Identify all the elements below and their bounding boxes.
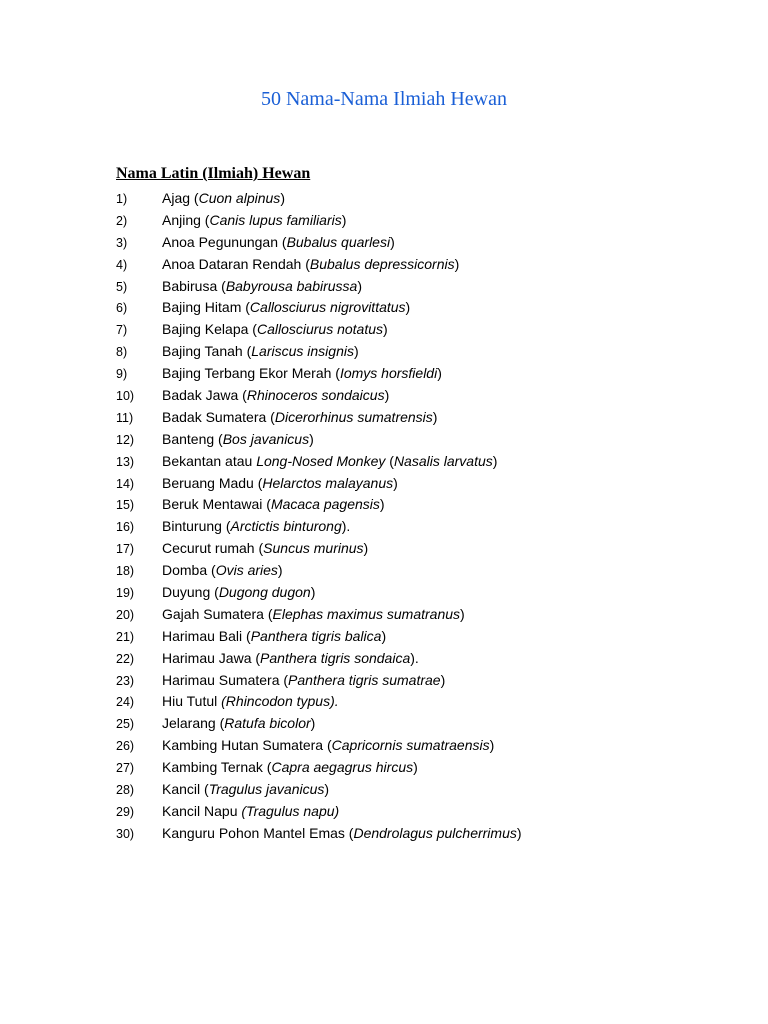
list-item-text <box>162 715 315 731</box>
common-name: Gajah Sumatera ( <box>162 605 273 622</box>
common-name: Bajing Tanah ( <box>162 343 252 360</box>
common-name: Harimau Bali ( <box>162 627 251 644</box>
closing-text: ) <box>454 255 460 272</box>
common-name: Harimau Jawa ( <box>162 649 261 666</box>
common-name: Badak Sumatera ( <box>162 408 275 425</box>
list-item <box>116 188 522 210</box>
separator-text: ( <box>385 452 394 469</box>
list-item-text <box>162 518 350 534</box>
closing-text: ). <box>341 518 351 535</box>
closing-text: ) <box>280 190 285 206</box>
list-item-text <box>162 650 419 666</box>
closing-text: ) <box>489 737 495 754</box>
list-item <box>116 473 522 495</box>
common-name: Domba ( <box>162 562 216 579</box>
closing-text: ) <box>384 387 390 404</box>
common-name: Cecurut rumah ( <box>162 540 264 557</box>
scientific-name: Rhinoceros sondaicus <box>246 387 385 404</box>
scientific-name: Bubalus depressicornis <box>309 255 455 272</box>
common-name: Bekantan atau <box>162 452 257 469</box>
common-name: Anoa Pegunungan ( <box>162 233 287 250</box>
list-item-number: 25) <box>116 717 135 732</box>
scientific-name: (Rhincodon typus). <box>221 693 339 710</box>
scientific-name: Dendrolagus pulcherrimus <box>353 824 517 841</box>
list-item-number: 2) <box>116 213 128 228</box>
closing-text: ) <box>390 233 395 250</box>
list-item-number: 16) <box>116 520 135 535</box>
closing-text: ) <box>492 452 498 469</box>
list-item-text <box>162 475 398 491</box>
common-name: Bajing Hitam ( <box>162 299 250 316</box>
closing-text: ) <box>357 277 363 294</box>
list-item <box>116 604 522 626</box>
list-item <box>116 297 522 319</box>
scientific-name: Lariscus insignis <box>251 343 354 360</box>
scientific-name: Arctictis binturong <box>230 518 342 535</box>
list-item <box>116 823 522 845</box>
scientific-name: Suncus murinus <box>263 540 364 557</box>
list-item-number: 3) <box>116 235 128 250</box>
scientific-name: Cuon alpinus <box>198 190 281 206</box>
list-item-number: 19) <box>116 586 135 601</box>
scientific-name: Capricornis sumatraensis <box>331 737 490 754</box>
list-item-number: 5) <box>116 279 128 294</box>
list-item <box>116 648 522 670</box>
list-item <box>116 385 522 407</box>
closing-text: ). <box>410 649 419 666</box>
common-name: Kambing Ternak ( <box>162 759 272 776</box>
common-name: Badak Jawa ( <box>162 387 247 404</box>
list-item <box>116 757 522 779</box>
list-item <box>116 516 522 538</box>
list-item-number: 9) <box>116 367 128 382</box>
closing-text: ) <box>405 299 411 316</box>
scientific-name: Canis lupus familiaris <box>209 211 342 228</box>
common-name: Anjing ( <box>162 211 210 228</box>
list-item-text <box>162 365 442 381</box>
scientific-name: Panthera tigris sumatrae <box>288 671 441 688</box>
scientific-name: Ratufa bicolor <box>224 715 311 732</box>
closing-text: ) <box>324 781 330 798</box>
list-item-text <box>162 562 283 578</box>
list-item-number: 11) <box>116 410 134 425</box>
list-item-text <box>162 825 522 841</box>
list-item <box>116 429 522 451</box>
scientific-name: Tragulus javanicus <box>208 781 325 798</box>
list-item-number: 29) <box>116 804 135 819</box>
closing-text: ) <box>383 321 388 338</box>
scientific-name: Iomys horsfieldi <box>339 365 438 382</box>
common-name: Kancil ( <box>162 781 209 798</box>
closing-text: ) <box>363 540 369 557</box>
closing-text: ) <box>379 496 385 513</box>
scientific-name: Panthera tigris sondaica <box>260 649 411 666</box>
scientific-name: Dugong dugon <box>218 584 311 601</box>
list-item-number: 26) <box>116 739 135 754</box>
list-item-text <box>162 693 339 709</box>
list-item <box>116 691 522 713</box>
scientific-name: Callosciurus nigrovittatus <box>249 299 406 316</box>
list-item <box>116 341 522 363</box>
closing-text: ) <box>413 759 418 776</box>
common-name: Beruk Mentawai ( <box>162 496 271 513</box>
list-item <box>116 713 522 735</box>
common-name: Kancil Napu <box>162 802 242 819</box>
list-item-number: 30) <box>116 826 135 841</box>
common-name: Ajag ( <box>162 190 199 206</box>
list-item <box>116 494 522 516</box>
common-name: Jelarang ( <box>162 715 225 732</box>
closing-text: ) <box>310 715 316 732</box>
list-item <box>116 779 522 801</box>
list-item-text <box>162 606 465 622</box>
list-item-text <box>162 453 497 469</box>
list-item <box>116 363 522 385</box>
closing-text: ) <box>437 365 442 382</box>
common-name: Kanguru Pohon Mantel Emas ( <box>162 824 354 841</box>
scientific-name: Macaca pagensis <box>270 496 380 513</box>
list-item <box>116 670 522 692</box>
closing-text: ) <box>381 627 387 644</box>
scientific-name: Capra aegagrus hircus <box>271 759 414 776</box>
list-item-text <box>162 234 395 250</box>
common-name: Banteng ( <box>162 430 223 447</box>
common-name: Bajing Kelapa ( <box>162 321 257 338</box>
scientific-name: Panthera tigris balica <box>250 627 382 644</box>
list-item-number: 6) <box>116 301 128 316</box>
list-item-number: 14) <box>116 476 135 491</box>
list-item-number: 8) <box>116 345 128 360</box>
closing-text: ) <box>432 408 438 425</box>
common-name: Beruang Madu ( <box>162 474 263 491</box>
list-item-text <box>162 299 410 315</box>
list-item-text <box>162 737 494 753</box>
common-name: Harimau Sumatera ( <box>162 671 289 688</box>
scientific-name: Babyrousa babirussa <box>225 277 358 294</box>
alternate-name: Long-Nosed Monkey <box>256 452 386 469</box>
list-item-text <box>162 343 359 359</box>
list-item <box>116 276 522 298</box>
list-item-text <box>162 212 346 228</box>
list-item-text <box>162 190 285 206</box>
list-item-text <box>162 584 315 600</box>
list-item-number: 18) <box>116 564 135 579</box>
list-item <box>116 626 522 648</box>
common-name: Binturung ( <box>162 518 231 535</box>
list-item <box>116 319 522 341</box>
list-item-number: 24) <box>116 695 135 710</box>
page-title: 50 Nama-Nama Ilmiah Hewan <box>260 88 507 110</box>
scientific-name: Elephas maximus sumatranus <box>272 605 461 622</box>
list-item-text <box>162 759 418 775</box>
common-name: Hiu Tutul <box>162 693 222 710</box>
list-item <box>116 801 522 823</box>
closing-text: ) <box>277 562 283 579</box>
closing-text: ) <box>310 584 316 601</box>
list-item-text <box>162 672 445 688</box>
list-item-number: 4) <box>116 257 128 272</box>
scientific-name: Helarctos malayanus <box>262 474 394 491</box>
list-item-text <box>162 803 339 819</box>
scientific-name: Nasalis larvatus <box>393 452 493 469</box>
list-item-number: 27) <box>116 761 135 776</box>
list-item-text <box>162 256 459 272</box>
list-item-number: 20) <box>116 607 135 622</box>
list-item-number: 21) <box>116 629 135 644</box>
list-item <box>116 451 522 473</box>
common-name: Bajing Terbang Ekor Merah ( <box>162 365 340 382</box>
list-item <box>116 407 522 429</box>
common-name: Babirusa ( <box>162 277 226 294</box>
closing-text: ) <box>309 430 314 447</box>
list-item-number: 12) <box>116 432 135 447</box>
closing-text: ) <box>516 824 522 841</box>
list-item-text <box>162 431 314 447</box>
list-item <box>116 254 522 276</box>
closing-text: ) <box>440 671 446 688</box>
common-name: Kambing Hutan Sumatera ( <box>162 737 332 754</box>
scientific-name: Bos javanicus <box>222 430 310 447</box>
section-heading: Nama Latin (Ilmiah) Hewan <box>116 165 311 182</box>
list-item <box>116 735 522 757</box>
list-item <box>116 210 522 232</box>
closing-text: ) <box>353 343 359 360</box>
scientific-name: Ovis aries <box>215 562 278 579</box>
list-item-number: 10) <box>116 389 135 404</box>
list-item-text <box>162 387 389 403</box>
list-item-number: 28) <box>116 783 135 798</box>
list-item-number: 1) <box>116 192 128 206</box>
list-item-text <box>162 628 386 644</box>
list-item <box>116 538 522 560</box>
list-item-number: 15) <box>116 498 135 513</box>
animal-list <box>116 188 522 845</box>
list-item-text <box>162 781 329 797</box>
closing-text: ) <box>341 211 347 228</box>
scientific-name: Callosciurus notatus <box>256 321 384 338</box>
list-item-text <box>162 496 385 512</box>
list-item <box>116 582 522 604</box>
scientific-name: Bubalus quarlesi <box>286 233 391 250</box>
list-item-text <box>162 409 437 425</box>
scientific-name: (Tragulus napu) <box>241 802 340 819</box>
list-item-text <box>162 540 368 556</box>
list-item-number: 13) <box>116 454 135 469</box>
list-item <box>116 560 522 582</box>
list-item <box>116 232 522 254</box>
list-item-number: 23) <box>116 673 135 688</box>
common-name: Duyung ( <box>162 584 219 601</box>
list-item-text <box>162 321 388 337</box>
list-item-number: 7) <box>116 323 128 338</box>
list-item-number: 22) <box>116 651 135 666</box>
closing-text: ) <box>393 474 398 491</box>
list-item-number: 17) <box>116 542 135 557</box>
list-item-text <box>162 278 362 294</box>
scientific-name: Dicerorhinus sumatrensis <box>274 408 433 425</box>
common-name: Anoa Dataran Rendah ( <box>162 255 310 272</box>
closing-text: ) <box>460 605 465 622</box>
